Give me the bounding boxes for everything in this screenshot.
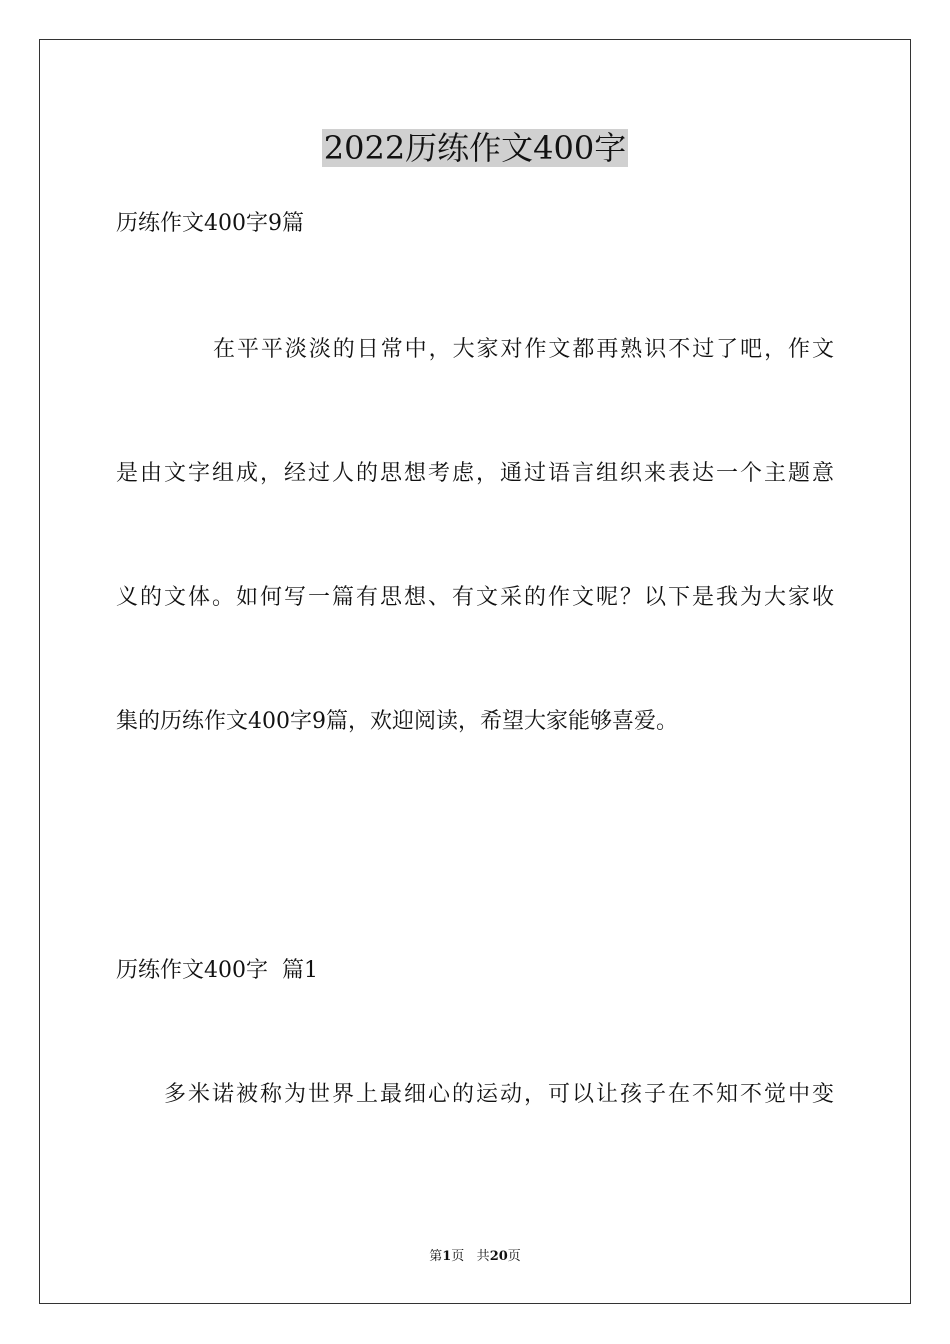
- footer-total-pages: 20: [489, 1249, 508, 1264]
- section-paragraph-line-1: 多米诺被称为世界上最细心的运动，可以让孩子在不知不觉中变: [164, 1082, 834, 1107]
- footer-page-number: 1: [442, 1249, 452, 1264]
- footer-page-pre: 第: [429, 1249, 443, 1264]
- subtitle: 历练作文400字9篇: [116, 211, 304, 236]
- footer-total-post: 页: [507, 1249, 521, 1264]
- intro-line-3: 义的文体。如何写一篇有思想、有文采的作文呢？以下是我为大家收: [116, 585, 834, 610]
- footer-page-post: 页: [451, 1249, 465, 1264]
- footer-total-pre: 共: [476, 1249, 490, 1264]
- document-title: [0, 126, 950, 170]
- intro-line-2: 是由文字组成，经过人的思想考虑，通过语言组织来表达一个主题意: [116, 461, 834, 486]
- section-heading: 历练作文400字 篇1: [116, 958, 318, 983]
- intro-line-4: 集的历练作文400字9篇，欢迎阅读，希望大家能够喜爱。: [116, 709, 678, 734]
- page-footer: [0, 1248, 950, 1266]
- intro-line-1: 在平平淡淡的日常中，大家对作文都再熟识不过了吧，作文: [213, 337, 834, 362]
- document-title-text: 2022历练作文400字: [323, 129, 627, 167]
